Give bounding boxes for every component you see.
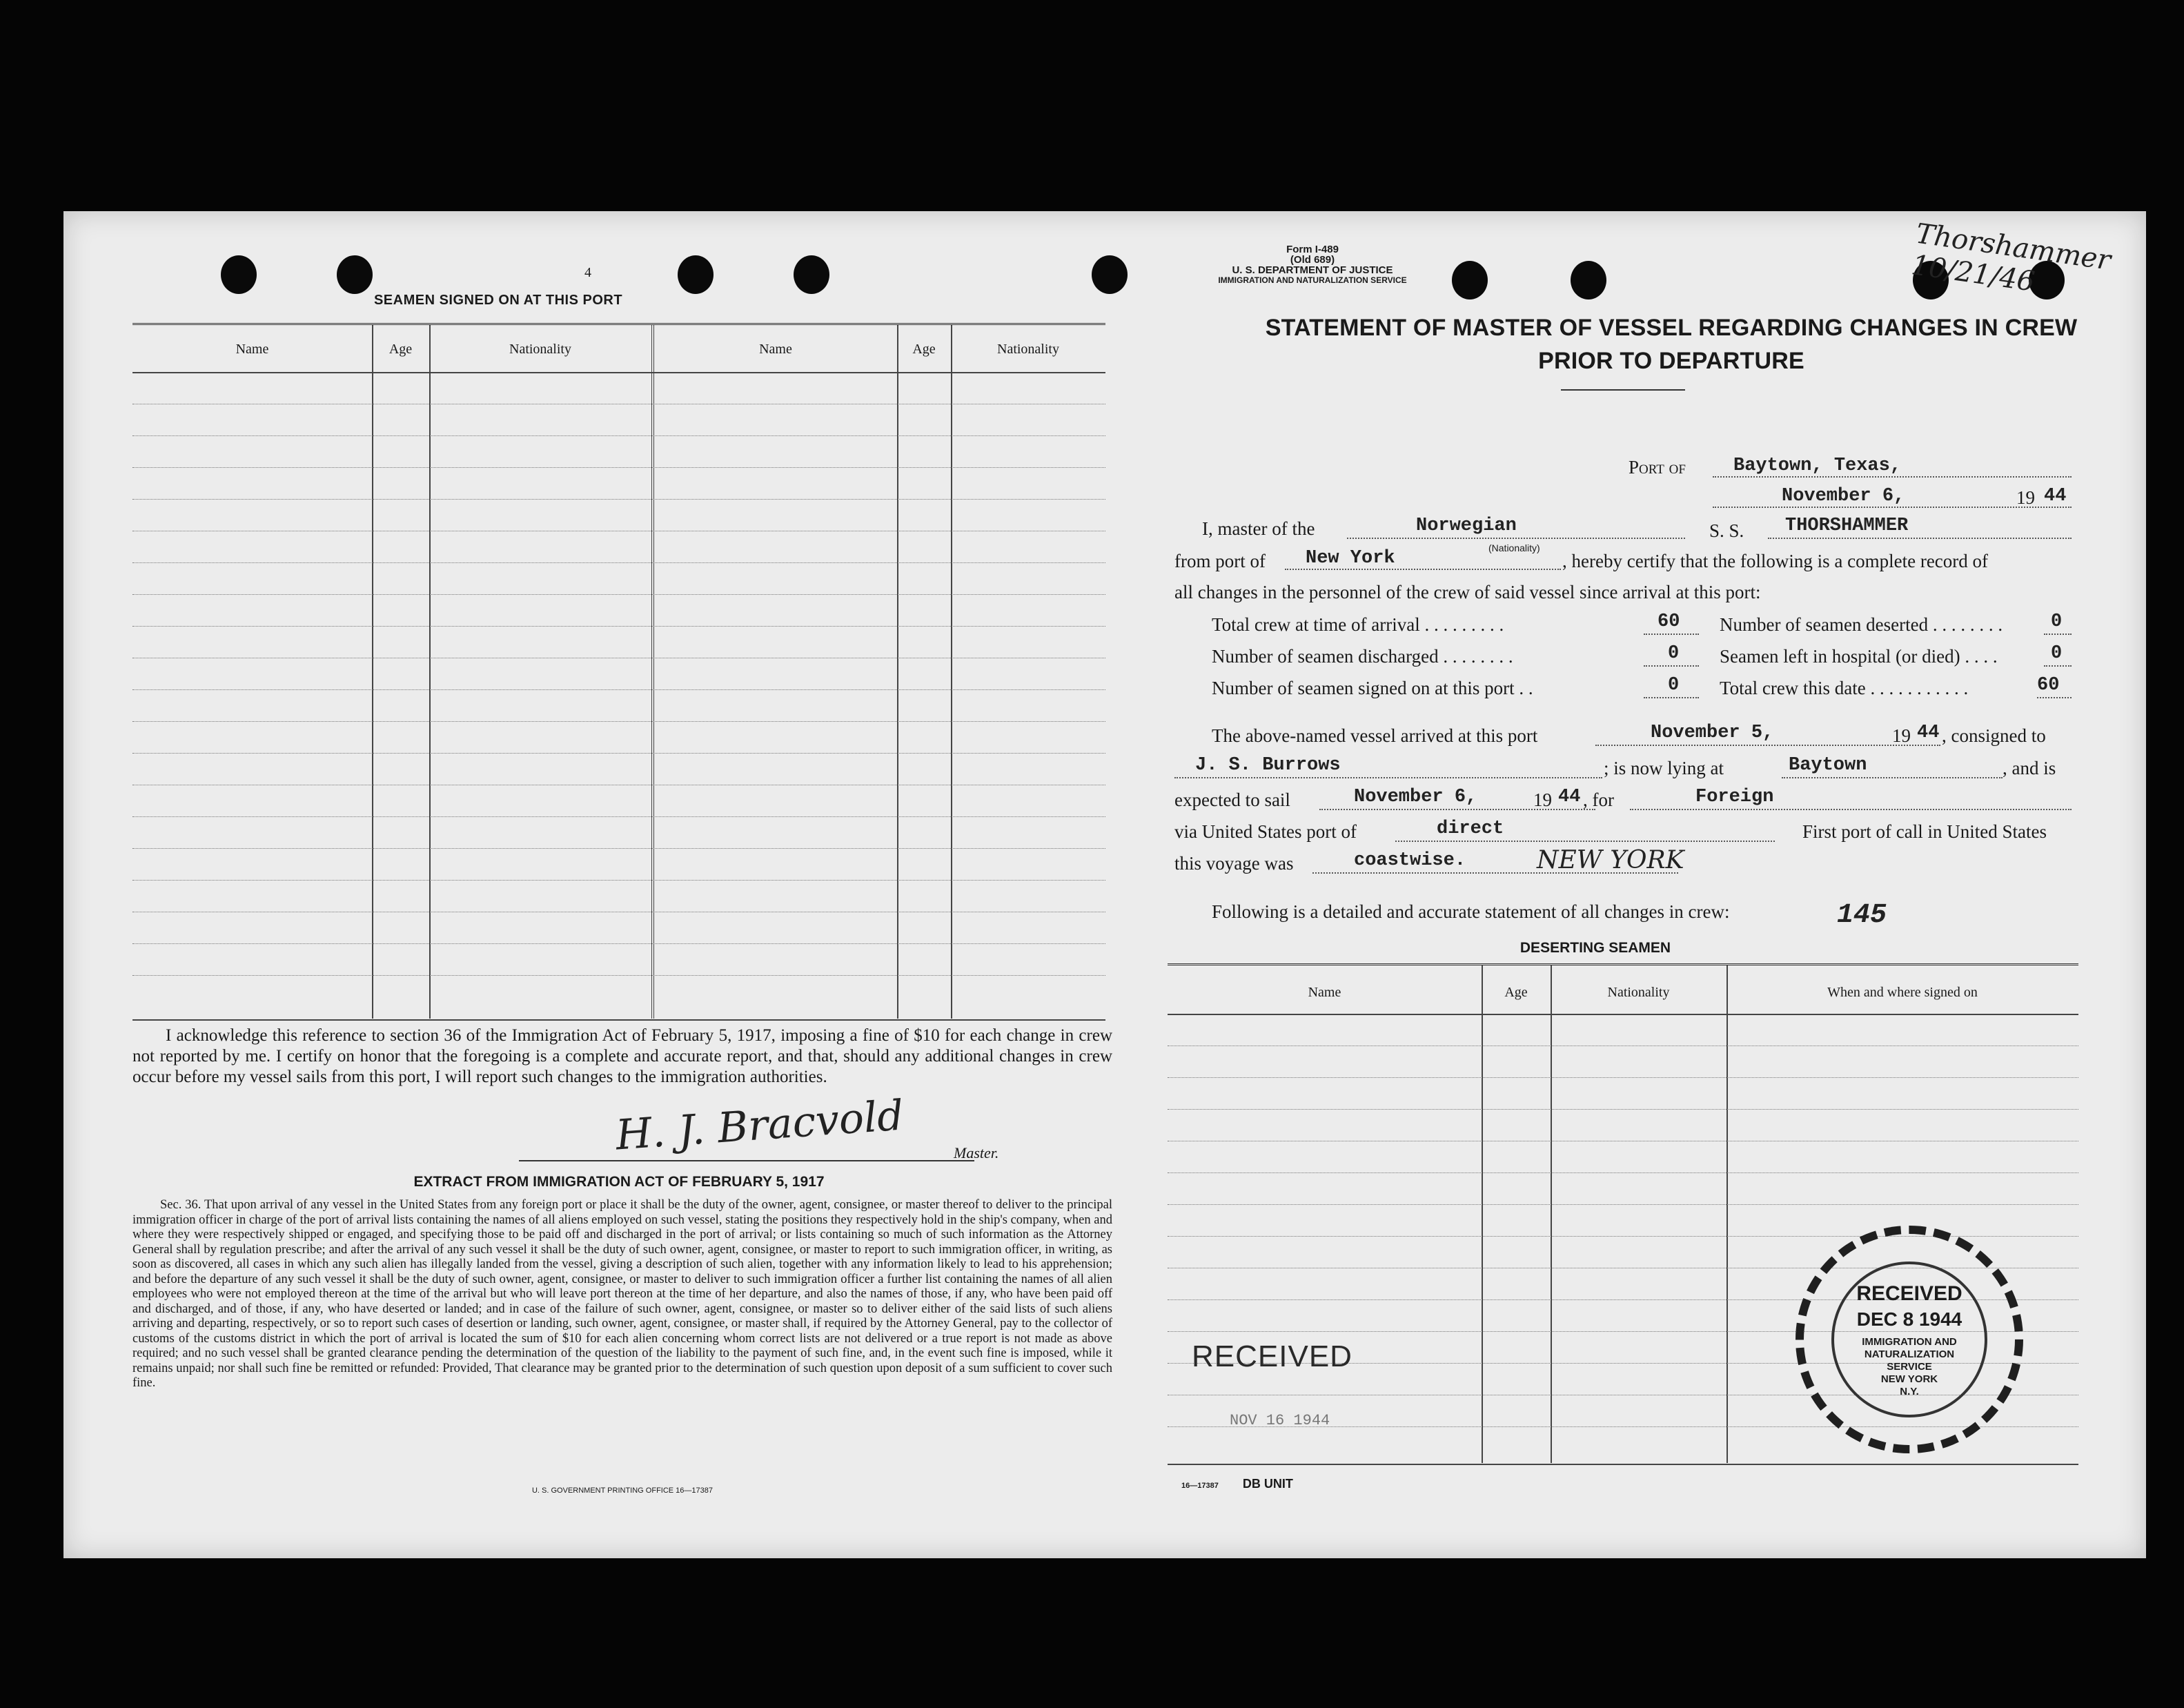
- title-line-1: STATEMENT OF MASTER OF VESSEL REGARDING CHANGES IN CREW: [1265, 315, 2078, 341]
- master-signature: H. J. Bracvold: [614, 1091, 905, 1160]
- ss-label: S. S.: [1709, 520, 1744, 541]
- nationality-caption: (Nationality): [1488, 542, 1540, 553]
- punch-hole: [221, 255, 257, 294]
- arrived-label: The above-named vessel arrived at this port: [1212, 725, 1538, 746]
- via-port: direct: [1437, 818, 1504, 839]
- following-text: Following is a detailed and accurate statement of all changes in crew:: [1212, 901, 1730, 922]
- sail-year-prefix: 19: [1533, 789, 1552, 810]
- stamp-line5: N.Y.: [1900, 1386, 1919, 1397]
- form-number: Form I-489: [1286, 244, 1339, 255]
- from-port-label: from port of: [1174, 551, 1266, 571]
- voyage-handwritten: NEW YORK: [1537, 846, 1684, 874]
- deserting-heading: DESERTING SEAMEN: [1519, 940, 1671, 956]
- master-of-label: I, master of the: [1202, 518, 1315, 539]
- punch-hole: [337, 255, 373, 294]
- extract-heading: EXTRACT FROM IMMIGRATION ACT OF FEBRUARY 5, 1917: [413, 1174, 825, 1190]
- signed-on-table: [132, 323, 1105, 1019]
- consigned-label: , consigned to: [1942, 725, 2046, 746]
- deserted-label: Number of seamen deserted . . . . . . . .: [1720, 614, 2003, 635]
- arrived-date: November 5,: [1651, 723, 1774, 743]
- from-port-value: New York: [1306, 548, 1395, 569]
- date-month-day: November 6,: [1782, 486, 1905, 507]
- punch-hole: [678, 255, 714, 294]
- arrived-year: 44: [1917, 723, 1940, 743]
- punch-hole: [1571, 261, 1606, 300]
- column-header: Nationality: [1607, 985, 1670, 1000]
- received-stamp: RECEIVED: [1192, 1339, 1352, 1373]
- hospital-count: 0: [2051, 643, 2063, 664]
- stamp-top: RECEIVED: [1856, 1282, 1962, 1305]
- date-year-prefix: 19: [2016, 487, 2035, 508]
- handwritten-corner-note: Thorshammer 10/21/46: [1909, 217, 2113, 298]
- changes-text: all changes in the personnel of the crew of said vessel since arrival at this port:: [1174, 582, 1761, 602]
- deserted-count: 0: [2051, 611, 2063, 632]
- port-label: Port of: [1629, 457, 1686, 478]
- total-today-label: Total crew this date . . . . . . . . . . .: [1720, 678, 1969, 698]
- master-label: Master.: [954, 1144, 999, 1161]
- round-received-stamp: [1796, 1226, 2023, 1453]
- ship-name: THORSHAMMER: [1785, 516, 1909, 536]
- signed-on-count: 0: [1668, 675, 1680, 696]
- signed-on-heading: SEAMEN SIGNED ON AT THIS PORT: [373, 293, 623, 308]
- and-is-label: , and is: [2003, 758, 2056, 778]
- port-value: Baytown, Texas,: [1733, 455, 1902, 476]
- hospital-label: Seamen left in hospital (or died) . . . .: [1720, 646, 1998, 667]
- expected-label: expected to sail: [1174, 789, 1290, 810]
- form-identifier: [1161, 244, 1464, 286]
- stamp-date: DEC 8 1944: [1856, 1308, 1962, 1330]
- service-name: IMMIGRATION AND NATURALIZATION SERVICE: [1218, 275, 1407, 285]
- title-line-2: PRIOR TO DEPARTURE: [1538, 348, 1804, 374]
- received-stamp-date: NOV 16 1944: [1230, 1412, 1330, 1429]
- voyage-value: coastwise.: [1354, 850, 1466, 871]
- date-year: 44: [2044, 486, 2067, 507]
- printing-office-line: U. S. GOVERNMENT PRINTING OFFICE 16—17387: [531, 1486, 714, 1495]
- total-today-count: 60: [2037, 675, 2060, 696]
- voyage-label: this voyage was: [1174, 853, 1294, 874]
- signature-line: [519, 1160, 974, 1161]
- arrived-year-prefix: 19: [1892, 725, 1911, 746]
- stamp-line1: IMMIGRATION AND: [1862, 1336, 1957, 1348]
- for-label: , for: [1583, 789, 1614, 810]
- column-header: Age: [912, 342, 936, 357]
- total-crew-arrival-label: Total crew at time of arrival . . . . . . . . .: [1212, 614, 1504, 635]
- title-rule: [1561, 389, 1685, 391]
- column-header: Name: [759, 342, 792, 357]
- form-footer-number: 16—17387: [1181, 1482, 1219, 1490]
- acknowledgement-text: I acknowledge this reference to section 36 of the Immigration Act of February 5, 1917, imposing a fine of $10 for each change in crew not reported by me. I certify on honor that the foregoing is a complete and accurate report, and that, should any additional changes in crew occur before my vessel sails from this port, I will report such changes to the immigration authorities.: [132, 1026, 1112, 1086]
- lying-at: Baytown: [1789, 755, 1867, 776]
- stamp-line3: SERVICE: [1887, 1361, 1932, 1373]
- first-port-label: First port of call in United States: [1802, 821, 2047, 842]
- form-footer: [1181, 1477, 1293, 1491]
- signed-on-label: Number of seamen signed on at this port . .: [1212, 678, 1533, 698]
- consignee: J. S. Burrows: [1195, 755, 1341, 776]
- via-label: via United States port of: [1174, 821, 1357, 842]
- total-crew-arrival: 60: [1657, 611, 1680, 632]
- column-header: Name: [235, 342, 269, 357]
- certify-text: , hereby certify that the following is a complete record of: [1562, 551, 1989, 571]
- document-sheet: [63, 211, 2146, 1558]
- department: U. S. DEPARTMENT OF JUSTICE: [1232, 264, 1393, 276]
- punch-hole: [1092, 255, 1128, 294]
- nationality-value: Norwegian: [1416, 516, 1517, 536]
- column-header: Age: [388, 342, 413, 357]
- destination: Foreign: [1695, 787, 1774, 807]
- old-form-number: (Old 689): [1290, 254, 1335, 266]
- discharged-count: 0: [1668, 643, 1680, 664]
- column-header: Name: [1308, 985, 1341, 1000]
- punch-hole: [794, 255, 829, 294]
- form-title: [1223, 311, 2120, 377]
- column-header: Nationality: [509, 342, 571, 357]
- stamp-line4: NEW YORK: [1880, 1373, 1938, 1385]
- lying-label: ; is now lying at: [1604, 758, 1724, 778]
- column-header: Nationality: [997, 342, 1059, 357]
- page-number: 4: [584, 265, 591, 280]
- handwritten-number: 145: [1837, 900, 1887, 931]
- sail-date: November 6,: [1354, 787, 1477, 807]
- column-header: When and where signed on: [1827, 985, 1978, 1000]
- column-header: Age: [1504, 985, 1528, 1000]
- stamp-line2: NATURALIZATION: [1864, 1348, 1955, 1360]
- discharged-label: Number of seamen discharged . . . . . . . .: [1212, 646, 1513, 667]
- sail-year: 44: [1558, 787, 1581, 807]
- extract-text: Sec. 36. That upon arrival of any vessel in the United States from any foreign port or place it shall be the duty of the owner, agent, consignee, or master thereof to deliver to the principal immigration officer in charge of the port of arrival lists containing the names of all aliens employed on such vessel, stating the positions they respectively hold in the ship's company, when and where they were respectively shipped or engaged, and specifying those to be paid off and discharged in the port of arrival; or lists containing so much of such information as the Attorney General shall by regulation prescribe; and after the arrival of any such vessel it shall be the duty of such owner, agent, consignee, or master to report to such immigration officer, in writing, as soon as discovered, all cases in which any such alien has illegally landed from the vessel, giving a description of such alien, together with any information likely to lead to his apprehension; and before the departure of any such vessel it shall be the duty of such owner, agent, consignee, or master to deliver to such immigration officer a further list containing the names of all alien employees who were not employed thereon at the time of the arrival but who will leave port thereon at the time of her departure, and also the names of those, if any, who have been paid off and discharged, and of those, if any, who have deserted or landed; and in case of the failure of such owner, agent, consignee, or master so to deliver either of the said lists of such aliens arriving and departing, respectively, or so to report such cases of desertion or landing, such owner, agent, consignee, or master shall, if required by the Attorney General, pay to the collector of customs of the customs district in which the port of arrival is located the sum of $10 for each alien concerning whom correct lists are not delivered or a true report is not made as above required; and no such vessel shall be granted clearance pending the determination of the question of the liability to the payment of such fine, and, in the event such fine is imposed, while it remains unpaid; nor shall such fine be remitted or refunded: Provided, That clearance may be granted prior to the determination of such question upon deposit of a sum sufficient to cover such fine.: [132, 1198, 1112, 1390]
- form-footer-text: DB UNIT: [1242, 1477, 1293, 1491]
